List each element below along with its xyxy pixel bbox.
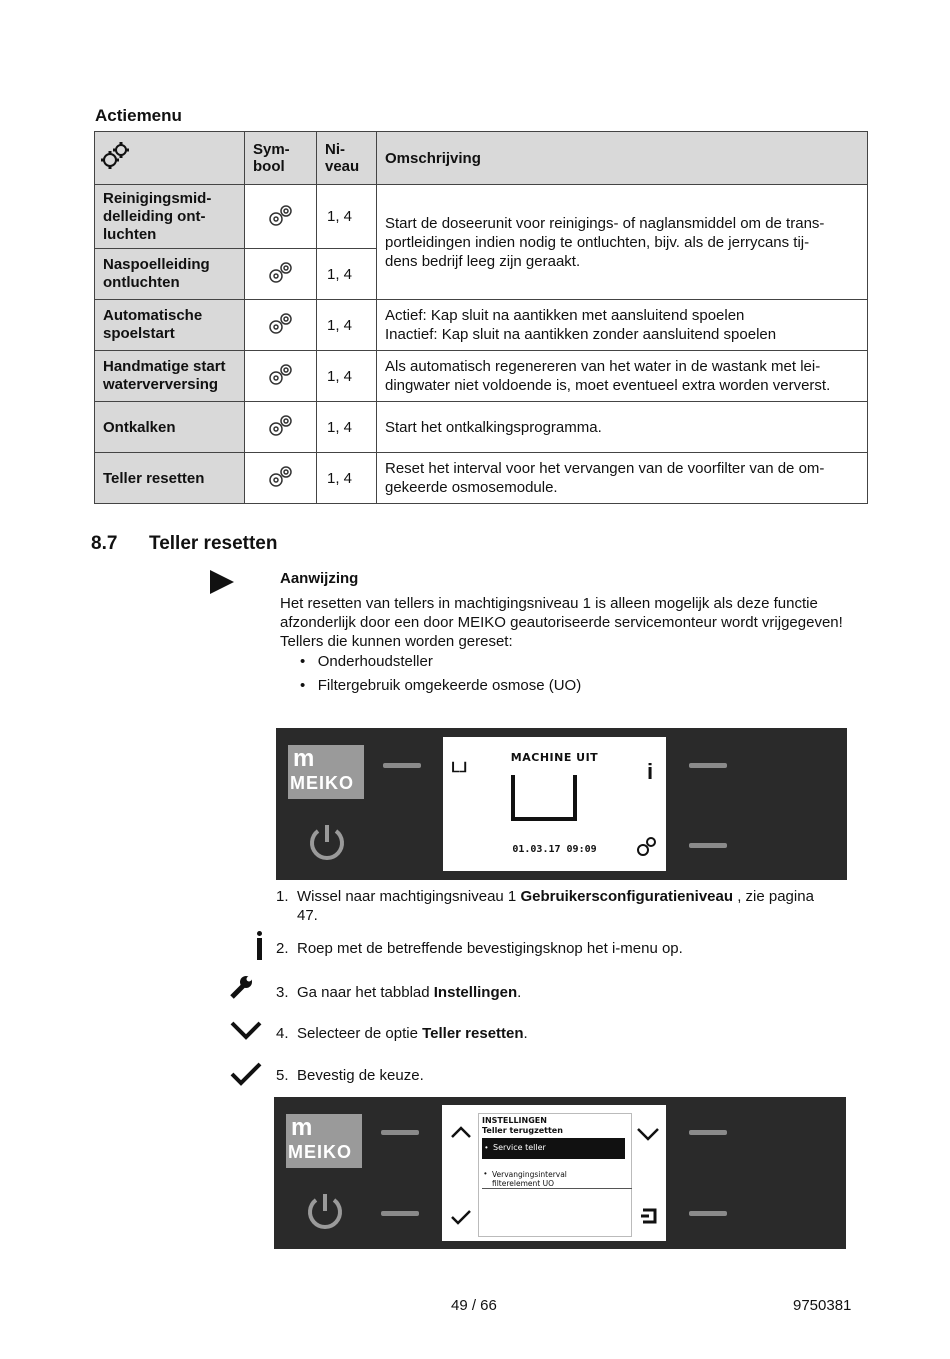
table-header-row [95,132,868,185]
note-body: Het resetten van tellers in machtigingsniveau 1 is alleen mogelijk als deze functie afzonderlijk door een door MEIKO geautoriseerde servicemonteur wordt vrijgegeven! Tellers die kunnen worden gereset: [280,595,843,650]
row-level: 1, 4 [317,402,377,453]
power-icon[interactable] [306,820,348,862]
bullet-text: Filtergebruik omgekeerde osmose (UO) [317,677,582,694]
table-row [95,300,868,351]
gears-icon [245,185,317,249]
list-item: • Onderhoudsteller [300,653,433,670]
menu-title: INSTELLINGEN [482,1116,547,1125]
row-description: Start de doseerunit voor reinigings- of naglansmiddel om de trans- portleidingen indien nodig te ontluchten, bijv. als de jerrycans tij- dens bedrijf leeg zijn geraakt. [377,185,868,300]
section-number: 8.7 [91,533,118,554]
water-inlet-icon: ᒪᒧ [451,759,468,775]
power-icon[interactable] [304,1189,346,1231]
row-description: Start het ontkalkingsprogramma. [377,402,868,453]
menu-item-label: Service teller [493,1143,546,1152]
chevron-down-icon [230,1020,262,1045]
row-level: 1, 4 [317,351,377,402]
step-text-part: Roep met de betreffende bevestigingsknop het i-menu op. [297,940,683,957]
button-dash[interactable] [689,843,727,848]
back-icon[interactable] [639,1206,659,1231]
info-icon: i [647,759,654,784]
display-screen [442,1105,666,1241]
step-text [297,1066,424,1085]
info-dot-icon [257,931,262,936]
gears-icon [245,402,317,453]
meiko-logo [286,1114,362,1168]
page-number: 49 / 66 [451,1297,497,1314]
row-name: Ontkalken [95,402,245,453]
step-text [297,939,683,958]
table-row [95,453,868,504]
step-text [297,887,852,925]
document-number: 9750381 [793,1297,852,1314]
button-dash[interactable] [689,763,727,768]
step-text-bold[interactable]: Instellingen [433,984,518,1001]
datetime-text: 01.03.17 09:09 [512,844,597,855]
status-text: MACHINE UIT [510,751,599,764]
button-dash[interactable] [689,1211,727,1216]
menu-gears-icon [95,132,245,185]
row-name: Automatische spoelstart [95,300,245,351]
gears-icon [245,249,317,300]
row-description: Reset het interval voor het vervangen van de voorfilter van de om- gekeerde osmosemodule. [377,453,868,504]
logo-text: MEIKO [290,773,355,793]
bullet-icon: • [485,1143,488,1152]
display-screen [443,737,666,871]
header-description: Omschrijving [377,132,868,185]
menu-item[interactable]: Vervangingsinterval filterelement UO [482,1170,632,1189]
step-text-bold[interactable]: Teller resetten [422,1025,524,1042]
bullet-icon: • [484,1169,487,1178]
header-level: Ni- veau [317,132,377,185]
step-text-part: . [517,984,522,1001]
row-name: Reinigingsmid- delleiding ont- luchten [95,185,245,249]
row-description: Als automatisch regenereren van het water in de wastank met lei- dingwater niet voldoende is, moet eventueel extra worden ververst. [377,351,868,402]
menu-subtitle: Teller terugzetten [482,1126,563,1135]
logo-text: MEIKO [288,1142,353,1162]
header-symbol: Sym- bool [245,132,317,185]
step-number: 5. [276,1067,289,1084]
step-text-part: , zie pagina 47. [297,888,814,924]
row-name: Handmatige start waterverversing [95,351,245,402]
table-row [95,402,868,453]
button-dash[interactable] [689,1130,727,1135]
row-name: Naspoelleiding ontluchten [95,249,245,300]
row-level: 1, 4 [317,249,377,300]
step-number: 2. [276,940,289,957]
button-dash[interactable] [381,1211,419,1216]
logo-m: m [291,1114,313,1141]
row-level: 1, 4 [317,300,377,351]
tank-icon [511,775,577,821]
checkmark-icon[interactable] [450,1209,472,1230]
table-row [95,351,868,402]
step-text [297,983,521,1002]
row-level: 1, 4 [317,453,377,504]
menu-item-selected[interactable] [482,1138,625,1159]
meiko-logo [288,745,364,799]
row-level: 1, 4 [317,185,377,249]
step-text-part: Wissel naar machtigingsniveau 1 [297,888,521,905]
step-text [297,1024,528,1043]
row-description: Actief: Kap sluit na aantikken met aansluitend spoelen Inactief: Kap sluit na aantikken zonder aansluitend spoelen [377,300,868,351]
chevron-down-icon[interactable] [636,1127,660,1146]
settings-menu [478,1113,632,1237]
chevron-up-icon[interactable] [450,1125,472,1144]
button-dash[interactable] [383,763,421,768]
gears-icon [245,300,317,351]
info-bar-icon [257,938,262,960]
wrench-icon [228,974,254,1005]
step-number: 3. [276,984,289,1001]
step-number: 4. [276,1025,289,1042]
note-heading: Aanwijzing [280,570,359,587]
table-row [95,185,868,249]
section-heading-actiemenu: Actiemenu [95,106,182,125]
step-text-bold[interactable]: Gebruikersconfiguratieniveau [520,888,734,905]
gears-icon [633,833,661,866]
step-text-part: Ga naar het tabblad [297,984,434,1001]
step-number: 1. [276,888,289,905]
section-title: Teller resetten [149,533,278,554]
gears-icon [245,453,317,504]
action-menu-table [94,131,868,504]
button-dash[interactable] [381,1130,419,1135]
checkmark-icon [230,1062,262,1091]
step-text-part: Selecteer de optie [297,1025,423,1042]
step-text-part: . [523,1025,528,1042]
gears-icon [245,351,317,402]
control-panel-display-machine-off [276,728,847,880]
list-item: • Filtergebruik omgekeerde osmose (UO) [300,677,582,694]
note-arrow-icon [210,570,234,594]
row-name: Teller resetten [95,453,245,504]
bullet-text: Onderhoudsteller [317,653,433,670]
step-text-part: Bevestig de keuze. [297,1067,424,1084]
logo-m: m [293,745,315,772]
control-panel-display-settings [274,1097,846,1249]
